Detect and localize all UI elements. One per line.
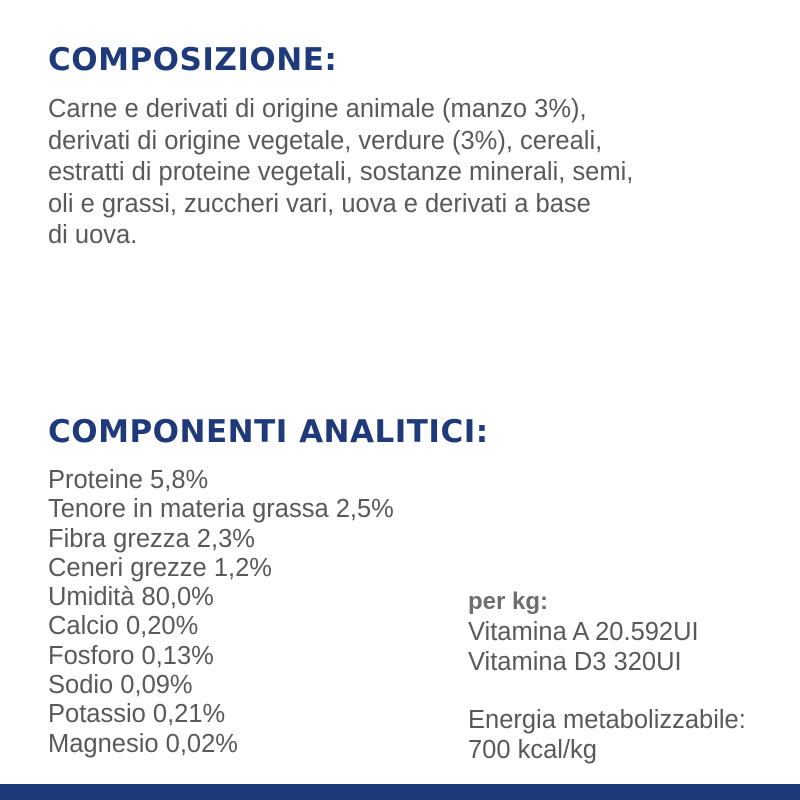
composition-line: di uova. — [48, 221, 138, 249]
per-kg-label: per kg: — [468, 588, 549, 615]
composition-heading: COMPOSIZIONE: — [48, 42, 338, 78]
energy-label: Energia metabolizzabile: — [468, 706, 746, 734]
analytics-item: Potassio 0,21% — [48, 700, 226, 729]
per-kg-block — [468, 587, 788, 765]
analytics-item: Fibra grezza 2,3% — [48, 524, 255, 553]
analytics-item: Sodio 0,09% — [48, 671, 193, 700]
composition-line: estratti di proteine vegetali, sostanze minerali, semi, — [48, 158, 634, 186]
vitamin-a-value: Vitamina A 20.592UI — [468, 618, 699, 646]
bottom-accent-bar — [0, 784, 800, 800]
composition-line: oli e grassi, zuccheri vari, uova e derivati a base — [48, 189, 591, 218]
composition-text — [48, 94, 778, 252]
analytics-item: Tenore in materia grassa 2,5% — [48, 495, 394, 524]
analytics-item: Ceneri grezze 1,2% — [48, 553, 272, 582]
analytics-item: Proteine 5,8% — [48, 466, 209, 494]
spacer — [468, 677, 788, 705]
composition-line: derivati di origine vegetale, verdure (3%), cereali, — [48, 126, 603, 155]
analytics-item: Fosforo 0,13% — [48, 641, 214, 670]
energy-value: 700 kcal/kg — [468, 736, 597, 764]
analytics-item: Magnesio 0,02% — [48, 729, 238, 758]
analytics-list — [48, 466, 394, 759]
composition-line: Carne e derivati di origine animale (manzo 3%), — [48, 95, 587, 123]
vitamin-d3-value: Vitamina D3 320UI — [468, 648, 682, 676]
analytics-item: Umidità 80,0% — [48, 583, 214, 612]
analytics-heading: COMPONENTI ANALITICI: — [48, 414, 489, 450]
analytics-item: Calcio 0,20% — [48, 612, 199, 641]
